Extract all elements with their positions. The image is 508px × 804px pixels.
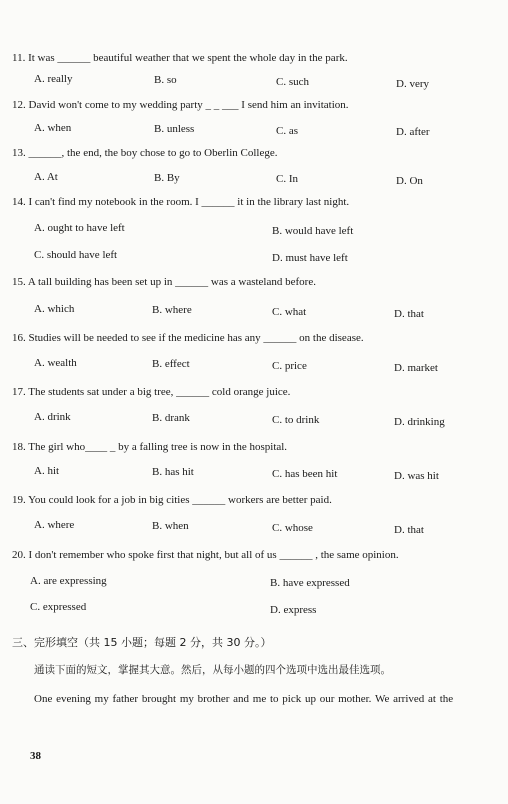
passage-first-line: One evening my father brought my brother and me to pick up our mother. We arrived at the bbox=[34, 693, 454, 705]
q13-option-d: D. On bbox=[396, 175, 423, 187]
question-19-stem: 19. You could look for a job in big cities ______ workers are better paid. bbox=[12, 494, 332, 506]
q17-option-b: B. drank bbox=[152, 412, 190, 424]
q14-option-c: C. should have left bbox=[34, 249, 118, 261]
q18-option-b: B. has hit bbox=[152, 466, 194, 478]
q12-option-c: C. as bbox=[276, 125, 298, 137]
q15-option-b: B. where bbox=[152, 304, 192, 316]
q19-option-b: B. when bbox=[152, 520, 189, 532]
question-11-stem: 11. It was ______ beautiful weather that we spent the whole day in the park. bbox=[12, 52, 348, 64]
q15-option-d: D. that bbox=[394, 308, 424, 320]
q18-option-c: C. has been hit bbox=[272, 468, 338, 480]
q13-option-c: C. In bbox=[276, 173, 298, 185]
question-14-stem: 14. I can't find my notebook in the room. I ______ it in the library last night. bbox=[12, 196, 350, 208]
q16-option-c: C. price bbox=[272, 360, 307, 372]
q11-option-c: C. such bbox=[276, 76, 309, 88]
q11-option-d: D. very bbox=[396, 78, 429, 90]
q12-option-a: A. when bbox=[34, 122, 72, 134]
q14-option-a: A. ought to have left bbox=[34, 222, 125, 234]
q12-option-d: D. after bbox=[396, 126, 430, 138]
q17-option-c: C. to drink bbox=[272, 414, 320, 426]
q13-option-b: B. By bbox=[154, 172, 180, 184]
page-number: 38 bbox=[30, 750, 41, 762]
section-heading: 三、完形填空（共 15 小题；每题 2 分，共 30 分。） bbox=[12, 636, 272, 649]
question-15-stem: 15. A tall building has been set up in ______ was a wasteland before. bbox=[12, 276, 316, 288]
question-16-stem: 16. Studies will be needed to see if the medicine has any ______ on the disease. bbox=[12, 332, 364, 344]
question-17-stem: 17. The students sat under a big tree, ______ cold orange juice. bbox=[12, 386, 291, 398]
q15-option-c: C. what bbox=[272, 306, 307, 318]
section-instruction: 通读下面的短文，掌握其大意。然后，从每小题的四个选项中选出最佳选项。 bbox=[34, 664, 391, 676]
q16-option-a: A. wealth bbox=[34, 357, 77, 369]
q20-option-a: A. are expressing bbox=[30, 575, 107, 587]
q11-option-b: B. so bbox=[154, 74, 177, 86]
question-20-stem: 20. I don't remember who spoke first that night, but all of us ______ , the same opinion. bbox=[12, 549, 399, 561]
question-18-stem: 18. The girl who____ _ by a falling tree is now in the hospital. bbox=[12, 441, 288, 453]
q20-option-d: D. express bbox=[270, 604, 317, 616]
question-12-stem: 12. David won't come to my wedding party _ _ ___ I send him an invitation. bbox=[12, 99, 349, 111]
question-13-stem: 13. ______, the end, the boy chose to go to Oberlin College. bbox=[12, 147, 278, 159]
q19-option-c: C. whose bbox=[272, 522, 313, 534]
q19-option-a: A. where bbox=[34, 519, 75, 531]
q18-option-a: A. hit bbox=[34, 465, 60, 477]
q13-option-a: A. At bbox=[34, 171, 58, 183]
q15-option-a: A. which bbox=[34, 303, 75, 315]
q19-option-d: D. that bbox=[394, 524, 424, 536]
q11-option-a: A. really bbox=[34, 73, 73, 85]
q16-option-b: B. effect bbox=[152, 358, 190, 370]
q14-option-b: B. would have left bbox=[272, 225, 354, 237]
q18-option-d: D. was hit bbox=[394, 470, 439, 482]
q17-option-a: A. drink bbox=[34, 411, 71, 423]
q16-option-d: D. market bbox=[394, 362, 438, 374]
q14-option-d: D. must have left bbox=[272, 252, 348, 264]
q20-option-c: C. expressed bbox=[30, 601, 87, 613]
q20-option-b: B. have expressed bbox=[270, 577, 350, 589]
q17-option-d: D. drinking bbox=[394, 416, 445, 428]
q12-option-b: B. unless bbox=[154, 123, 195, 135]
